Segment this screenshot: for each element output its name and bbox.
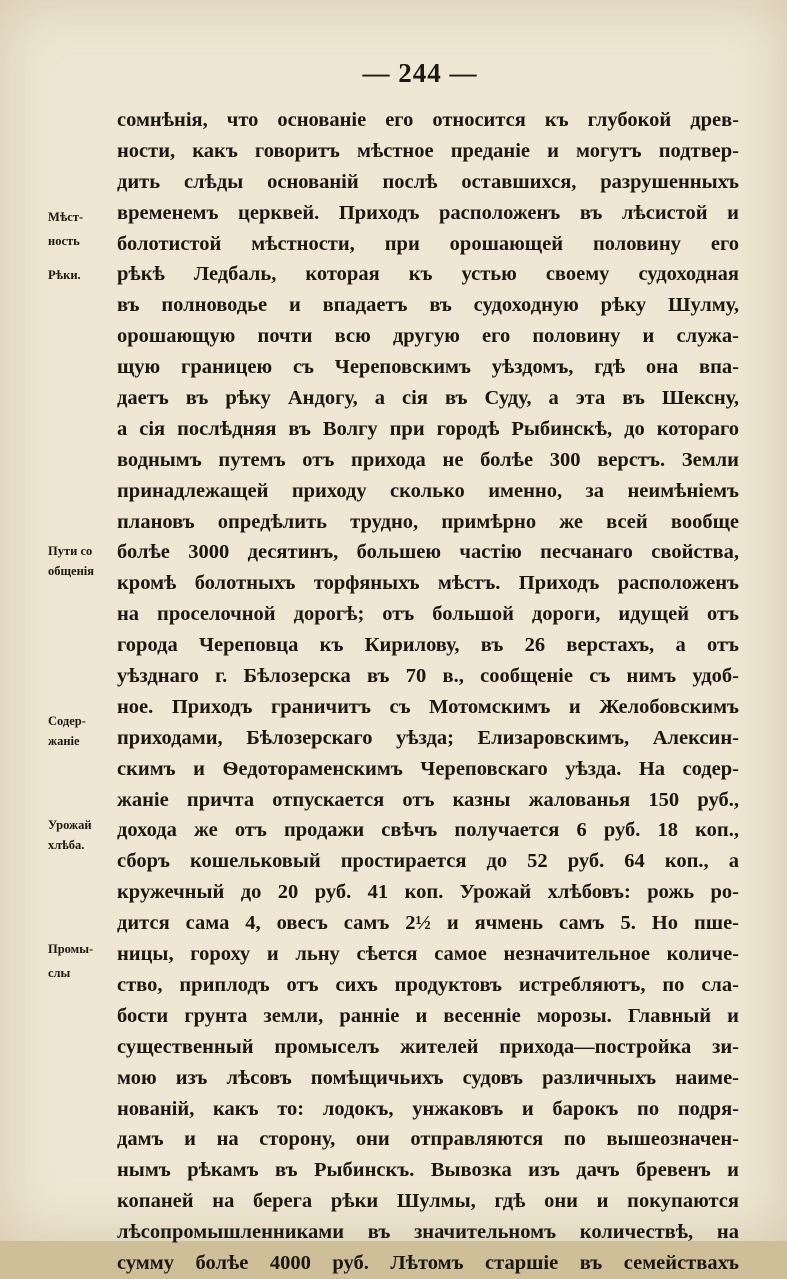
text-line: рѣкѣ Ледбаль, которая къ устью своему судоходная <box>117 263 739 286</box>
text-line: орошающую почти всю другую его половину и служа- <box>117 325 739 348</box>
margin-note-line: Урожай <box>48 818 92 832</box>
margin-note-line: хлѣба. <box>48 838 85 852</box>
text-line: сомнѣнія, что основаніе его относится къ глубокой древ- <box>117 109 739 131</box>
text-line: дохода же отъ продажи свѣчъ получается 6 руб. 18 коп., <box>117 819 739 842</box>
text-line: болотистой мѣстности, при орошающей половину его <box>117 232 739 255</box>
margin-note-line: слы <box>48 966 71 980</box>
text-line: мою изъ лѣсовъ помѣщичьихъ судовъ различныхъ наиме- <box>117 1066 739 1089</box>
text-line: ницы, гороху и льну сѣется самое незначительное количе- <box>117 943 739 966</box>
margin-note-communications <box>48 536 114 586</box>
text-line: въ полноводье и впадаетъ въ судоходную рѣку Шулму, <box>117 294 739 317</box>
text-line: скимъ и Ѳедотораменскимъ Череповскаго уѣзда. На содер- <box>117 757 739 780</box>
text-line: ное. Приходъ граничитъ съ Мотомскимъ и Желобовскимъ <box>117 695 739 718</box>
text-line: дамъ и на сторону, они отправляются по вышеозначен- <box>117 1128 739 1151</box>
margin-note-line: Мѣст- <box>48 210 84 224</box>
margin-note-line: жаніе <box>48 734 80 748</box>
text-line: а сія послѣдняя въ Волгу при городѣ Рыбинскѣ, до котораго <box>117 417 739 440</box>
body-text <box>117 105 739 1279</box>
margin-note-maintenance <box>48 706 114 756</box>
margin-note-trades <box>48 934 114 988</box>
text-line: бости грунта земли, ранніе и весенніе морозы. Главный и <box>117 1004 739 1027</box>
margin-note-line: Рѣки. <box>48 268 81 282</box>
margin-note-line: ность <box>48 234 80 248</box>
text-line: даетъ въ рѣку Андогу, а сія въ Суду, а эта въ Шексну, <box>117 387 739 410</box>
text-line: лѣсопромышленниками въ значительномъ количествѣ, на <box>117 1221 739 1244</box>
margin-note-line: Промы- <box>48 942 94 956</box>
text-line: дить слѣды основаній послѣ оставшихся, разрушенныхъ <box>117 170 739 193</box>
text-line: принадлежащей приходу сколько именно, за неимѣніемъ <box>117 479 739 502</box>
text-line: копаней на берега рѣки Шулмы, гдѣ они и покупаются <box>117 1190 739 1213</box>
margin-notes <box>0 0 110 1241</box>
text-line: плановъ опредѣлить трудно, примѣрно же всей вообще <box>117 510 739 533</box>
text-line: кромѣ болотныхъ торфяныхъ мѣстъ. Приходъ расположенъ <box>117 572 739 595</box>
text-line: болѣе 3000 десятинъ, большею частію песчанаго свойства, <box>117 541 739 564</box>
margin-note-line: Пути со <box>48 544 93 558</box>
text-line: кружечный до 20 руб. 41 коп. Урожай хлѣбовъ: рожь ро- <box>117 881 739 904</box>
margin-note-line: Содер- <box>48 714 86 728</box>
text-line: воднымъ путемъ отъ прихода не болѣе 300 верстъ. Земли <box>117 448 739 471</box>
text-line: города Череповца къ Кирилову, въ 26 верстахъ, а отъ <box>117 634 739 657</box>
text-line: дится сама 4, овесъ самъ 2½ и ячмень самъ 5. Но пше- <box>117 912 739 935</box>
text-line: нованій, какъ то: лодокъ, унжаковъ и барокъ по подря- <box>117 1097 739 1120</box>
text-line: нымъ рѣкамъ въ Рыбинскъ. Вывозка изъ дачъ бревенъ и <box>117 1159 739 1182</box>
text-line: сумму болѣе 4000 руб. Лѣтомъ старшіе въ семействахъ <box>117 1251 739 1274</box>
text-line: существенный промыселъ жителей прихода—постройка зи- <box>117 1035 739 1058</box>
text-line: уѣзднаго г. Бѣлозерска въ 70 в., сообщеніе съ нимъ удоб- <box>117 665 739 688</box>
margin-note-rivers <box>48 260 114 290</box>
text-line: ности, какъ говоритъ мѣстное преданіе и могутъ подтвер- <box>117 139 739 162</box>
text-line: временемъ церквей. Приходъ расположенъ въ лѣсистой и <box>117 201 739 224</box>
text-line: ство, приплодъ отъ сихъ продуктовъ истребляютъ, по сла- <box>117 973 739 996</box>
margin-note-harvest <box>48 810 114 860</box>
text-line: сборъ кошельковый простирается до 52 руб. 64 коп., а <box>117 850 739 873</box>
page-number: — 244 — <box>362 58 478 88</box>
text-line: жаніе причта отпускается отъ казны жалованья 150 руб., <box>117 788 739 811</box>
text-line: щую границею съ Череповскимъ уѣздомъ, гдѣ она впа- <box>117 356 739 379</box>
margin-note-locality <box>48 202 114 256</box>
text-line: приходами, Бѣлозерскаго уѣзда; Елизаровскимъ, Алексин- <box>117 726 739 749</box>
margin-note-line: общенія <box>48 564 95 578</box>
text-line: на проселочной дорогѣ; отъ большой дороги, идущей отъ <box>117 603 739 626</box>
